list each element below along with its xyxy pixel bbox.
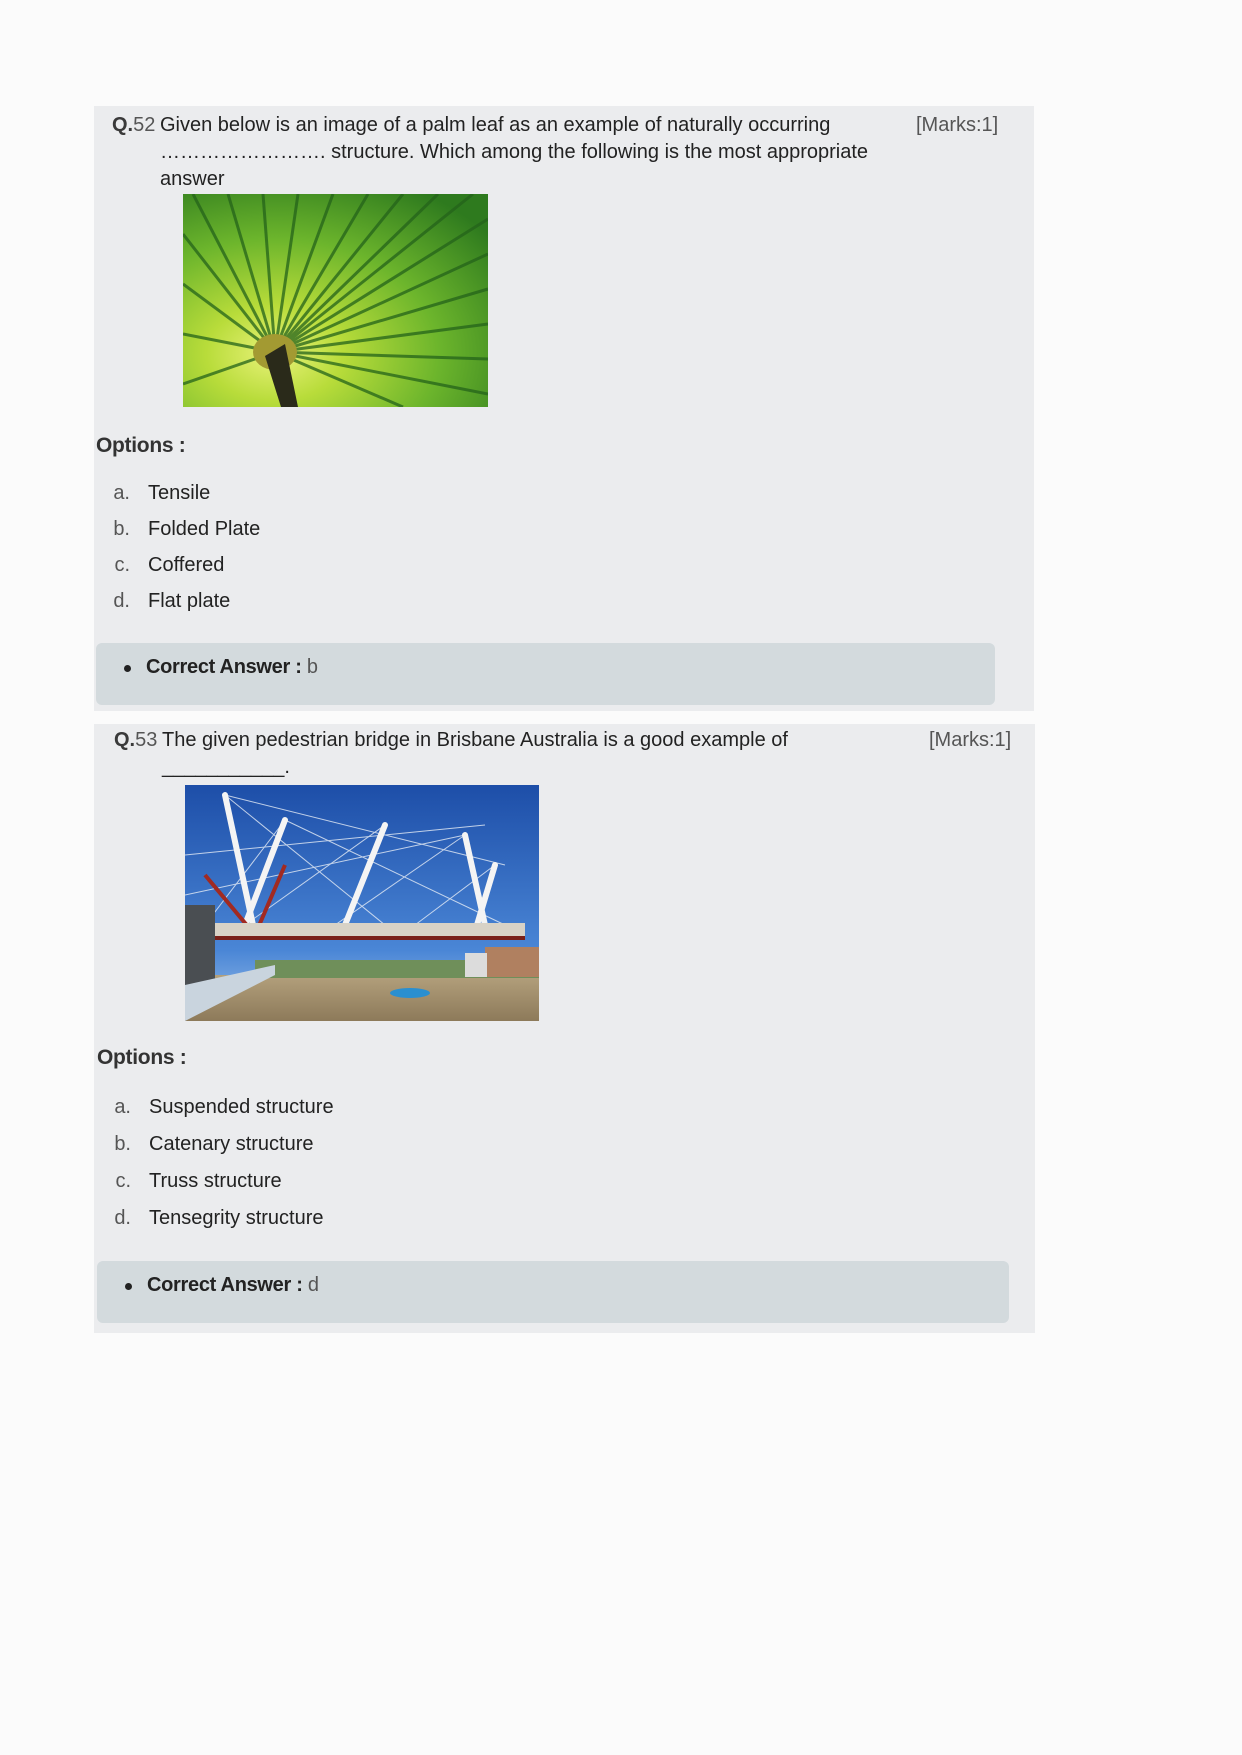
option-letter: d. xyxy=(113,590,130,612)
option-text: Tensile xyxy=(148,482,211,504)
option-b[interactable] xyxy=(97,1133,314,1156)
option-b[interactable] xyxy=(96,518,260,541)
question-text-line-1: Given below is an image of a palm leaf as an example of naturally occurring xyxy=(160,114,831,136)
option-text: Truss structure xyxy=(149,1170,282,1192)
bullet-icon xyxy=(125,1283,132,1290)
option-letter: d. xyxy=(114,1207,131,1229)
option-a[interactable] xyxy=(96,482,210,505)
option-d[interactable] xyxy=(96,590,230,613)
option-letter: c. xyxy=(115,1170,131,1192)
option-letter: a. xyxy=(114,1096,131,1118)
question-block-53 xyxy=(94,724,1035,1333)
correct-answer-label: Correct Answer : xyxy=(146,656,302,678)
bridge-photo-icon xyxy=(185,785,539,1021)
option-c[interactable] xyxy=(96,554,224,577)
option-letter: a. xyxy=(113,482,130,504)
option-letter: b. xyxy=(113,518,130,540)
question-number: Q.52 xyxy=(112,114,156,136)
marks-label: [Marks:1] xyxy=(929,729,1012,751)
bridge-image xyxy=(185,785,539,1021)
question-number: Q.53 xyxy=(114,729,158,751)
palm-leaf-image xyxy=(183,194,488,407)
correct-answer-value: b xyxy=(306,656,318,678)
options-label: Options : xyxy=(97,1046,187,1069)
question-block-52 xyxy=(94,106,1034,711)
option-a[interactable] xyxy=(97,1096,334,1119)
correct-answer-value: d xyxy=(307,1274,319,1296)
marks-label: [Marks:1] xyxy=(916,114,999,136)
palm-leaf-photo-icon xyxy=(183,194,488,407)
option-text: Catenary structure xyxy=(149,1133,314,1155)
option-letter: c. xyxy=(114,554,130,576)
options-label: Options : xyxy=(96,434,186,457)
option-letter: b. xyxy=(114,1133,131,1155)
option-c[interactable] xyxy=(97,1170,282,1193)
correct-answer-box xyxy=(96,643,995,705)
option-d[interactable] xyxy=(97,1207,324,1230)
question-text-line-2: ……………………. structure. Which among the following is the most appropriate xyxy=(160,141,869,163)
option-text: Suspended structure xyxy=(149,1096,334,1118)
correct-answer-label: Correct Answer : xyxy=(147,1274,303,1296)
option-text: Flat plate xyxy=(148,590,231,612)
option-text: Tensegrity structure xyxy=(149,1207,324,1229)
option-text: Folded Plate xyxy=(148,518,261,540)
option-text: Coffered xyxy=(148,554,225,576)
bullet-icon xyxy=(124,665,131,672)
question-text-line-1: The given pedestrian bridge in Brisbane Australia is a good example of xyxy=(162,729,788,751)
question-text-line-2: ___________. xyxy=(162,756,290,778)
question-text-line-3: answer xyxy=(160,168,225,190)
correct-answer-box xyxy=(97,1261,1009,1323)
